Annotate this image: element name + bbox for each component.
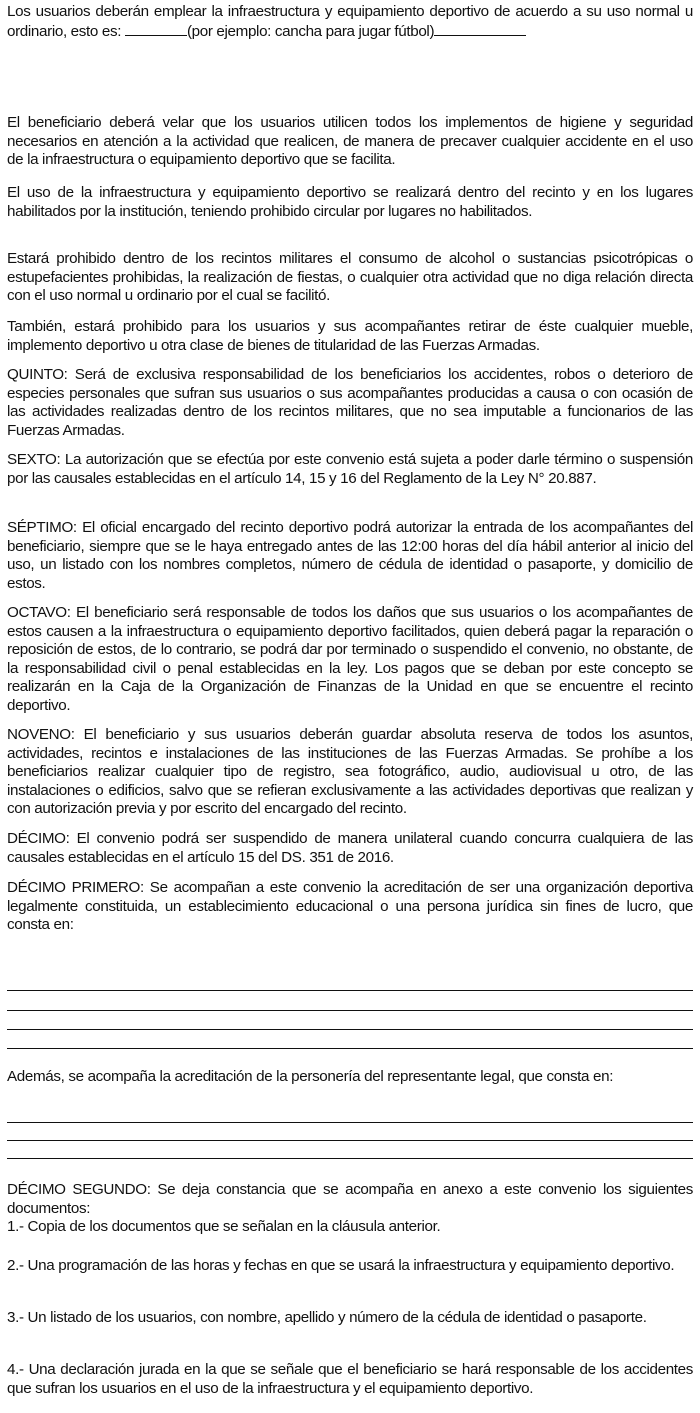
list-item: 1.- Copia de los documentos que se señalan en la cláusula anterior. <box>7 1218 441 1235</box>
blank-line[interactable] <box>7 1010 693 1011</box>
clause-octavo: OCTAVO: El beneficiario será responsable de todos los daños que sus usuarios o los acompañantes de estos causen a la infraestructura o equipamiento deportivo facilitados, quien deberá pagar la reparación o reposición de estos, de lo contrario, se podrá dar por terminado o suspendido el convenio, no obstante, de la responsabilidad civil o penal establecidas en la ley. Los pagos que se deban por este concepto se realizarán en la Caja de la Organización de Finanzas de la Unidad en que se encuentre el recinto deportivo. <box>7 604 693 714</box>
list-item: 4.- Una declaración jurada en la que se señale que el beneficiario se hará responsable de los accidentes que sufran los usuarios en el uso de la infraestructura y el equipamiento deportivo. <box>7 1361 693 1397</box>
clause-decimo: DÉCIMO: El convenio podrá ser suspendido de manera unilateral cuando concurra cualquiera de las causales establecidas en el artículo 15 del DS. 351 de 2016. <box>7 830 693 866</box>
blank-line[interactable] <box>7 1158 693 1159</box>
clause-sexto: SEXTO: La autorización que se efectúa por este convenio está sujeta a poder darle término o suspensión por las causales establecidas en el artículo 14, 15 y 16 del Reglamento de la Ley N° 20.887. <box>7 451 693 487</box>
blank-line[interactable] <box>7 990 693 991</box>
list-item: 3.- Un listado de los usuarios, con nombre, apellido y número de la cédula de identidad o pasaporte. <box>7 1309 647 1326</box>
clause-decimo-segundo: DÉCIMO SEGUNDO: Se deja constancia que se acompaña en anexo a este convenio los siguientes documentos: <box>7 1181 693 1217</box>
clause-quinto: QUINTO: Será de exclusiva responsabilidad de los beneficiarios los accidentes, robos o deterioro de especies personales que sufran sus usuarios o sus acompañantes producidas a causa o con ocasión de las actividades realizadas dentro de los recintos militares, que no sea imputable a funcionarios de las Fuerzas Armadas. <box>7 366 693 439</box>
blank-field-example[interactable] <box>434 22 526 36</box>
list-item: 2.- Una programación de las horas y fechas en que se usará la infraestructura y equipamiento deportivo. <box>7 1257 675 1274</box>
blank-line[interactable] <box>7 1122 693 1123</box>
paragraph-hygiene: El beneficiario deberá velar que los usuarios utilicen todos los implementos de higiene y seguridad necesarios en atención a la actividad que realicen, de manera de precaver cualquier accidente en el uso de la infraestructura o equipamiento deportivo que se facilita. <box>7 114 693 169</box>
paragraph-removal: También, estará prohibido para los usuarios y sus acompañantes retirar de éste cualquier mueble, implemento deportivo u otra clase de bienes de titularidad de las Fuerzas Armadas. <box>7 318 693 354</box>
paragraph-usage: Los usuarios deberán emplear la infraestructura y equipamiento deportivo de acuerdo a su uso normal u ordinario, esto es: (por ejemplo: cancha para jugar fútbol) <box>7 3 693 40</box>
blank-line[interactable] <box>7 1140 693 1141</box>
clause-septimo: SÉPTIMO: El oficial encargado del recinto deportivo podrá autorizar la entrada de los acompañantes del beneficiario, siempre que se le haya entregado antes de las 12:00 horas del día hábil anterior al inicio del uso, un listado con los nombres completos, número de cédula de identidad o pasaporte, y domicilio de estos. <box>7 519 693 592</box>
clause-decimo-primero: DÉCIMO PRIMERO: Se acompañan a este convenio la acreditación de ser una organización deportiva legalmente constituida, un establecimiento educacional o una persona jurídica sin fines de lucro, que consta en: <box>7 879 693 934</box>
blank-field-usage[interactable] <box>125 22 187 36</box>
paragraph-area-usage: El uso de la infraestructura y equipamiento deportivo se realizará dentro del recinto y en los lugares habilitados por la institución, teniendo prohibido circular por lugares no habilitados. <box>7 184 693 220</box>
clause-noveno: NOVENO: El beneficiario y sus usuarios deberán guardar absoluta reserva de todos los asuntos, actividades, recintos e instalaciones de las instituciones de las Fuerzas Armadas. Se prohíbe a los beneficiarios realizar cualquier tipo de registro, sea fotográfico, audio, audiovisual u otro, de las instalaciones o edificios, salvo que se refieran exclusivamente a las actividades deportivas que realizan y con autorización previa y por escrito del encargado del recinto. <box>7 726 693 818</box>
paragraph-legal-representative: Además, se acompaña la acreditación de la personería del representante legal, que consta en: <box>7 1068 614 1085</box>
blank-line[interactable] <box>7 1048 693 1049</box>
blank-line[interactable] <box>7 1029 693 1030</box>
paragraph-prohibitions: Estará prohibido dentro de los recintos militares el consumo de alcohol o sustancias psicotrópicas o estupefacientes prohibidas, la realización de fiestas, o cualquier otra actividad que no diga relación directa con el uso normal u ordinario por el cual se facilitó. <box>7 250 693 305</box>
